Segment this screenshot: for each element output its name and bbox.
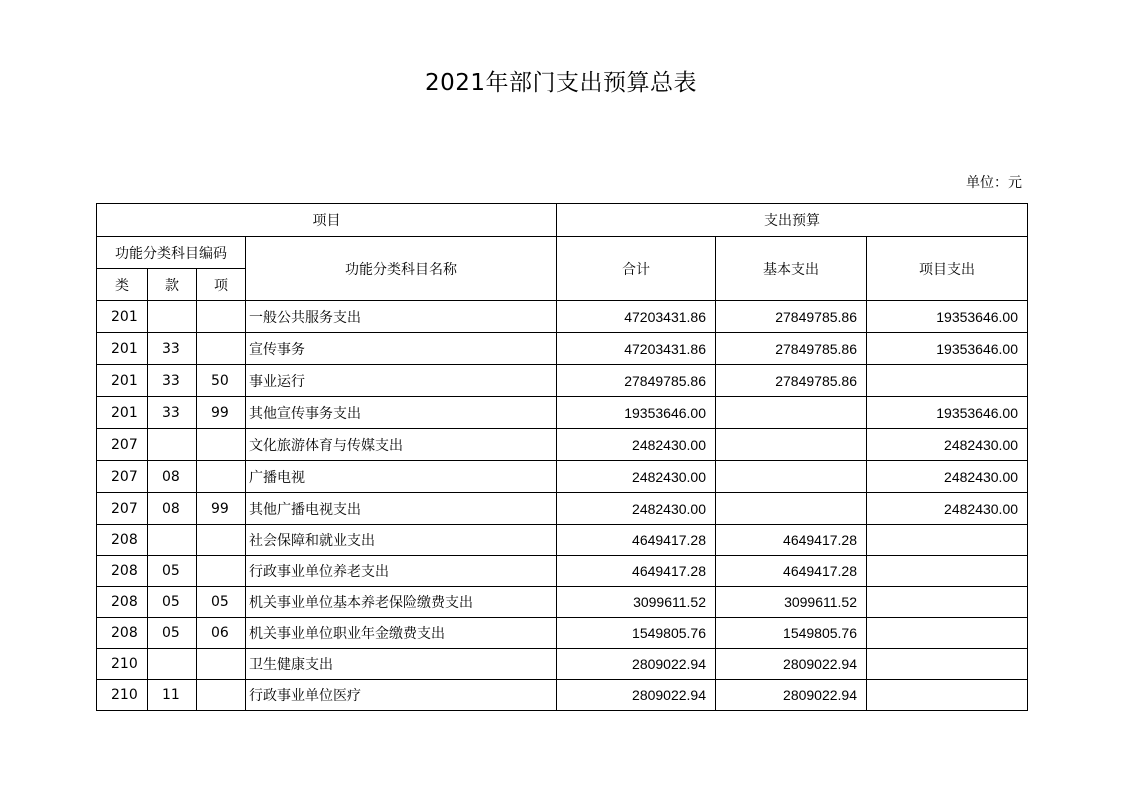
cell-total: 3099611.52 <box>557 587 716 618</box>
cell-lei: 210 <box>97 649 148 680</box>
table-row <box>97 333 1028 365</box>
cell-name: 广播电视 <box>246 461 557 493</box>
cell-name: 社会保障和就业支出 <box>246 525 557 556</box>
cell-lei: 208 <box>97 587 148 618</box>
cell-project: 2482430.00 <box>867 461 1028 493</box>
cell-kuan <box>148 429 197 461</box>
cell-basic: 27849785.86 <box>716 301 867 333</box>
cell-lei: 208 <box>97 618 148 649</box>
cell-basic: 4649417.28 <box>716 556 867 587</box>
cell-xiang <box>197 680 246 711</box>
header-kuan: 款 <box>148 269 197 301</box>
cell-kuan: 33 <box>148 333 197 365</box>
cell-lei: 208 <box>97 556 148 587</box>
header-row-2 <box>97 237 1028 269</box>
cell-lei: 201 <box>97 365 148 397</box>
cell-basic: 2809022.94 <box>716 649 867 680</box>
unit-label: 单位：元 <box>966 175 1022 191</box>
cell-basic <box>716 429 867 461</box>
cell-total: 2809022.94 <box>557 649 716 680</box>
cell-kuan: 08 <box>148 493 197 525</box>
cell-xiang <box>197 301 246 333</box>
cell-project <box>867 556 1028 587</box>
cell-basic <box>716 397 867 429</box>
table-row <box>97 680 1028 711</box>
cell-kuan: 05 <box>148 556 197 587</box>
cell-xiang: 99 <box>197 397 246 429</box>
cell-basic: 27849785.86 <box>716 333 867 365</box>
cell-project: 19353646.00 <box>867 397 1028 429</box>
cell-xiang: 50 <box>197 365 246 397</box>
header-total: 合计 <box>557 237 716 301</box>
header-name: 功能分类科目名称 <box>246 237 557 301</box>
cell-basic: 27849785.86 <box>716 365 867 397</box>
cell-kuan <box>148 525 197 556</box>
cell-xiang: 06 <box>197 618 246 649</box>
cell-kuan: 05 <box>148 587 197 618</box>
table-row <box>97 556 1028 587</box>
cell-xiang <box>197 649 246 680</box>
cell-name: 事业运行 <box>246 365 557 397</box>
cell-project <box>867 525 1028 556</box>
cell-basic: 4649417.28 <box>716 525 867 556</box>
cell-basic <box>716 461 867 493</box>
cell-lei: 201 <box>97 301 148 333</box>
cell-project <box>867 365 1028 397</box>
header-lei: 类 <box>97 269 148 301</box>
table-row <box>97 397 1028 429</box>
cell-total: 47203431.86 <box>557 301 716 333</box>
cell-name: 文化旅游体育与传媒支出 <box>246 429 557 461</box>
cell-xiang <box>197 461 246 493</box>
header-budget: 支出预算 <box>557 204 1028 237</box>
header-basic: 基本支出 <box>716 237 867 301</box>
table-row <box>97 649 1028 680</box>
table-row <box>97 429 1028 461</box>
cell-lei: 201 <box>97 397 148 429</box>
cell-total: 2482430.00 <box>557 429 716 461</box>
cell-kuan: 33 <box>148 365 197 397</box>
cell-project <box>867 649 1028 680</box>
cell-project: 2482430.00 <box>867 493 1028 525</box>
cell-lei: 207 <box>97 429 148 461</box>
cell-xiang <box>197 429 246 461</box>
cell-xiang <box>197 556 246 587</box>
cell-total: 2482430.00 <box>557 493 716 525</box>
budget-table <box>96 203 1028 711</box>
header-row-1 <box>97 204 1028 237</box>
table-row <box>97 365 1028 397</box>
cell-basic <box>716 493 867 525</box>
cell-name: 机关事业单位职业年金缴费支出 <box>246 618 557 649</box>
cell-project <box>867 587 1028 618</box>
table-row <box>97 301 1028 333</box>
table-body <box>97 301 1028 711</box>
cell-total: 4649417.28 <box>557 525 716 556</box>
cell-xiang: 05 <box>197 587 246 618</box>
cell-basic: 2809022.94 <box>716 680 867 711</box>
table-row <box>97 493 1028 525</box>
cell-lei: 208 <box>97 525 148 556</box>
cell-lei: 207 <box>97 493 148 525</box>
cell-total: 19353646.00 <box>557 397 716 429</box>
cell-total: 4649417.28 <box>557 556 716 587</box>
cell-name: 一般公共服务支出 <box>246 301 557 333</box>
header-code-group: 功能分类科目编码 <box>97 237 246 269</box>
cell-kuan <box>148 301 197 333</box>
cell-total: 2482430.00 <box>557 461 716 493</box>
cell-project: 19353646.00 <box>867 301 1028 333</box>
cell-xiang <box>197 525 246 556</box>
cell-kuan: 05 <box>148 618 197 649</box>
cell-total: 1549805.76 <box>557 618 716 649</box>
table-row <box>97 618 1028 649</box>
cell-xiang <box>197 333 246 365</box>
cell-kuan <box>148 649 197 680</box>
cell-lei: 207 <box>97 461 148 493</box>
cell-project: 2482430.00 <box>867 429 1028 461</box>
cell-basic: 3099611.52 <box>716 587 867 618</box>
cell-name: 卫生健康支出 <box>246 649 557 680</box>
cell-name: 行政事业单位医疗 <box>246 680 557 711</box>
header-item: 项目 <box>97 204 557 237</box>
cell-project <box>867 618 1028 649</box>
cell-name: 宣传事务 <box>246 333 557 365</box>
cell-total: 27849785.86 <box>557 365 716 397</box>
header-project: 项目支出 <box>867 237 1028 301</box>
cell-lei: 210 <box>97 680 148 711</box>
table-row <box>97 587 1028 618</box>
cell-total: 47203431.86 <box>557 333 716 365</box>
cell-name: 其他广播电视支出 <box>246 493 557 525</box>
table-row <box>97 461 1028 493</box>
cell-xiang: 99 <box>197 493 246 525</box>
cell-name: 行政事业单位养老支出 <box>246 556 557 587</box>
cell-project <box>867 680 1028 711</box>
cell-basic: 1549805.76 <box>716 618 867 649</box>
cell-kuan: 33 <box>148 397 197 429</box>
cell-name: 其他宣传事务支出 <box>246 397 557 429</box>
cell-kuan: 11 <box>148 680 197 711</box>
cell-total: 2809022.94 <box>557 680 716 711</box>
header-xiang: 项 <box>197 269 246 301</box>
cell-project: 19353646.00 <box>867 333 1028 365</box>
cell-kuan: 08 <box>148 461 197 493</box>
cell-lei: 201 <box>97 333 148 365</box>
table-row <box>97 525 1028 556</box>
cell-name: 机关事业单位基本养老保险缴费支出 <box>246 587 557 618</box>
page-title: 2021年部门支出预算总表 <box>424 70 698 96</box>
